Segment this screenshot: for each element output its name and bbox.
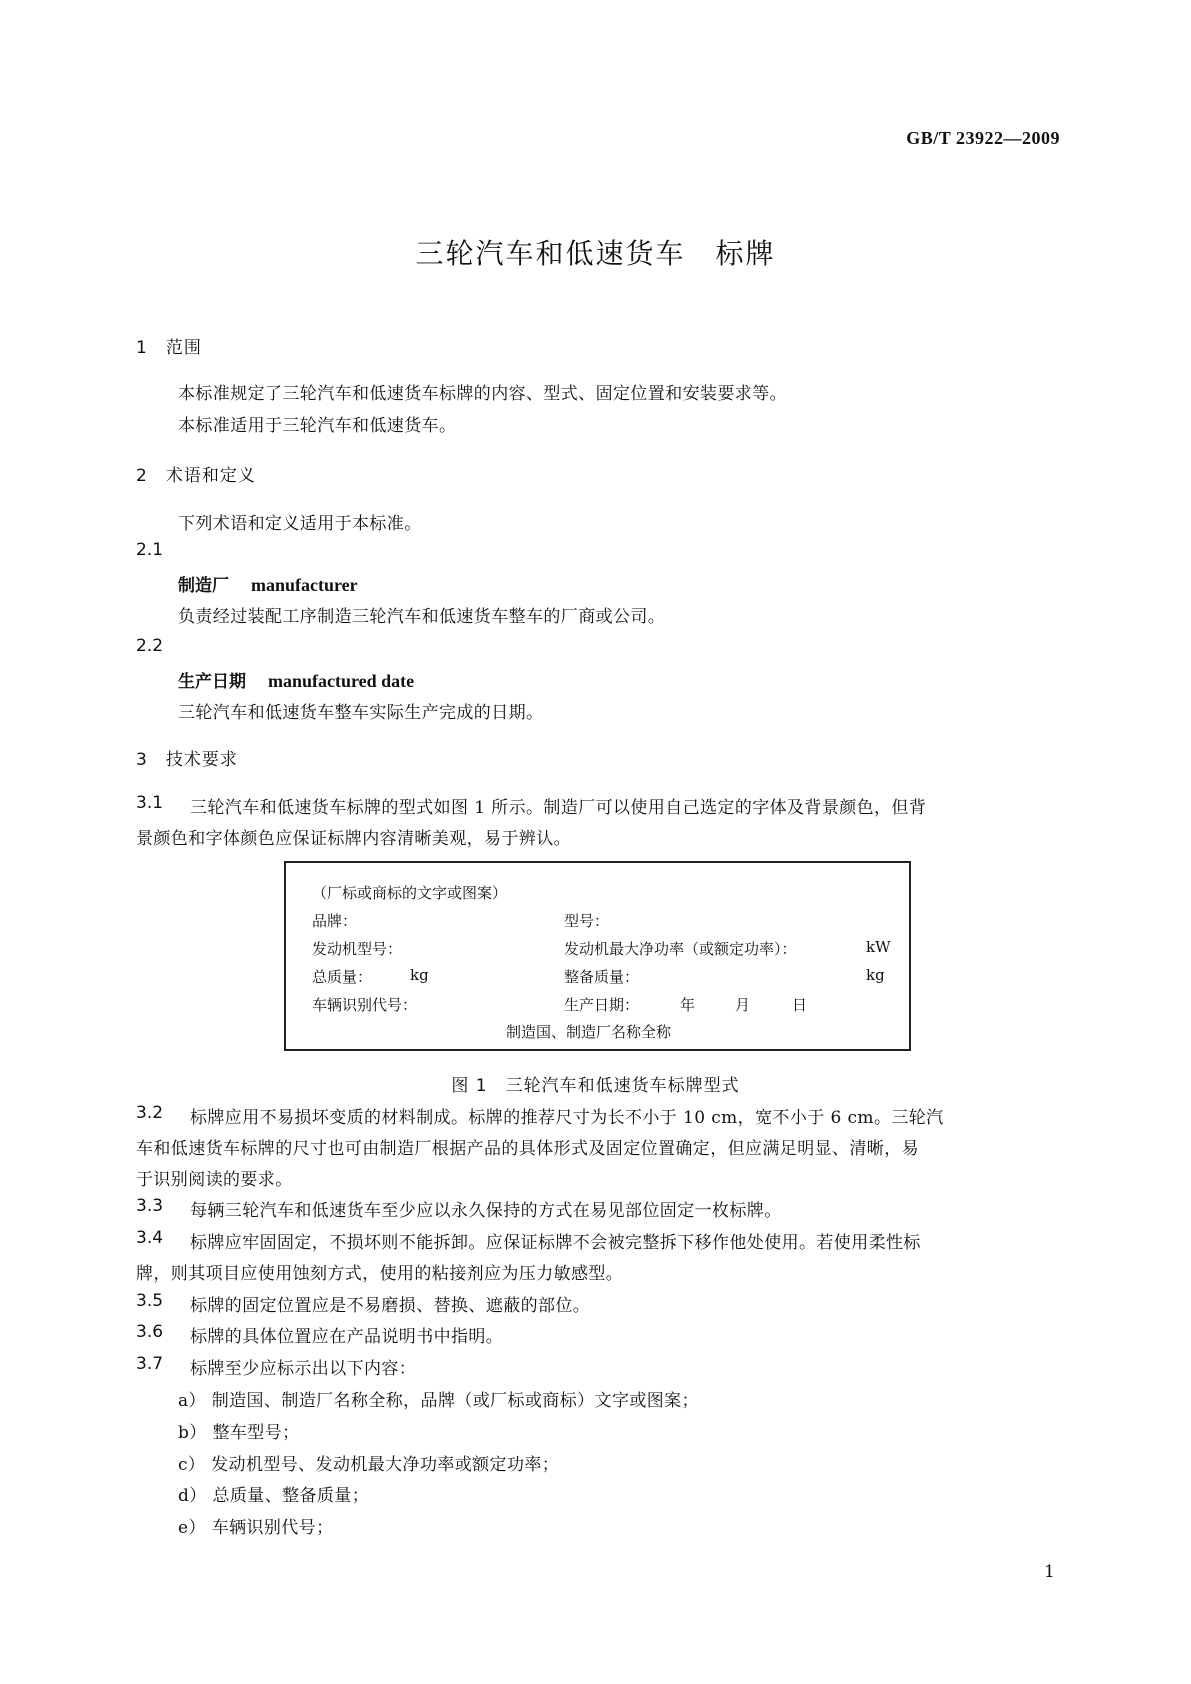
term-2-2-zh: 生产日期 <box>178 672 246 692</box>
term-2-2-number: 2.2 <box>136 636 164 656</box>
plate-production-date-label: 生产日期： <box>564 996 640 1014</box>
section-3-heading: 3 技术要求 <box>136 750 238 770</box>
section-1-paragraph-1: 本标准规定了三轮汽车和低速货车标牌的内容、型式、固定位置和安装要求等。 <box>178 384 787 404</box>
plate-curb-mass-label: 整备质量： <box>564 968 640 986</box>
nameplate-figure <box>284 861 911 1051</box>
clause-3-3-number: 3.3 <box>136 1196 164 1216</box>
plate-gross-mass-unit: kg <box>410 966 429 984</box>
clause-3-4-line-2: 牌，则其项目应使用蚀刻方式，使用的粘接剂应为压力敏感型。 <box>136 1264 624 1284</box>
clause-3-3-text: 每辆三轮汽车和低速货车至少应以永久保持的方式在易见部位固定一枚标牌。 <box>190 1201 782 1221</box>
list-item <box>178 1386 699 1411</box>
term-2-2-en: manufactured date <box>268 671 415 691</box>
clause-3-2-line-1: 标牌应用不易损坏变质的材料制成。标牌的推荐尺寸为长不小于 10 cm，宽不小于 6 cm。三轮汽 <box>190 1108 944 1128</box>
clause-3-7-text: 标牌至少应标示出以下内容： <box>190 1359 417 1379</box>
clause-3-2-number: 3.2 <box>136 1103 164 1123</box>
term-2-1-zh: 制造厂 <box>178 576 229 596</box>
list-marker: c） <box>178 1455 206 1475</box>
term-2-1-title <box>178 571 358 596</box>
clause-3-4-number: 3.4 <box>136 1228 164 1248</box>
list-item <box>178 1450 559 1475</box>
list-marker: e） <box>178 1518 206 1538</box>
list-item-text: 总质量、整备质量； <box>212 1486 370 1506</box>
list-marker: b） <box>178 1423 207 1443</box>
plate-maker-label: 制造国、制造厂名称全称 <box>506 1023 672 1041</box>
plate-kw-unit: kW <box>866 938 891 956</box>
plate-model-label: 型号： <box>564 912 610 930</box>
list-item-text: 整车型号； <box>212 1423 300 1443</box>
plate-year-label: 年 <box>680 996 696 1014</box>
plate-engine-model-label: 发动机型号： <box>312 940 403 958</box>
term-2-1-en: manufacturer <box>251 575 358 595</box>
plate-vin-label: 车辆识别代号： <box>312 996 418 1014</box>
page-number: 1 <box>1044 1562 1055 1582</box>
term-2-2-title <box>178 667 414 692</box>
section-2-intro: 下列术语和定义适用于本标准。 <box>178 514 422 534</box>
section-2-heading: 2 术语和定义 <box>136 466 256 486</box>
clause-3-1-line-2: 景颜色和字体颜色应保证标牌内容清晰美观，易于辨认。 <box>136 829 571 849</box>
list-marker: a） <box>178 1391 206 1411</box>
clause-3-5-text: 标牌的固定位置应是不易磨损、替换、遮蔽的部位。 <box>190 1296 591 1316</box>
list-item <box>178 1418 300 1443</box>
standard-number: GB/T 23922—2009 <box>906 128 1060 148</box>
term-2-1-definition: 负责经过装配工序制造三轮汽车和低速货车整车的厂商或公司。 <box>178 607 666 627</box>
plate-month-label: 月 <box>735 996 751 1014</box>
term-2-2-definition: 三轮汽车和低速货车整车实际生产完成的日期。 <box>178 703 544 723</box>
document-title: 三轮汽车和低速货车 标牌 <box>415 237 776 270</box>
clause-3-1-number: 3.1 <box>136 793 164 813</box>
clause-3-4-line-1: 标牌应牢固固定，不损坏则不能拆卸。应保证标牌不会被完整拆下移作他处使用。若使用柔性标 <box>190 1233 921 1253</box>
list-item-text: 制造国、制造厂名称全称，品牌（或厂标或商标）文字或图案； <box>211 1391 699 1411</box>
clause-3-7-number: 3.7 <box>136 1354 164 1374</box>
list-item <box>178 1513 334 1538</box>
list-marker: d） <box>178 1486 207 1506</box>
section-1-paragraph-2: 本标准适用于三轮汽车和低速货车。 <box>178 416 457 436</box>
clause-3-6-text: 标牌的具体位置应在产品说明书中指明。 <box>190 1327 504 1347</box>
plate-gross-mass-label: 总质量： <box>312 968 373 986</box>
plate-logo-placeholder: （厂标或商标的文字或图案） <box>312 884 508 902</box>
list-item-text: 车辆识别代号； <box>211 1518 334 1538</box>
list-item <box>178 1481 369 1506</box>
figure-1-caption: 图 1 三轮汽车和低速货车标牌型式 <box>451 1076 740 1096</box>
term-2-1-number: 2.1 <box>136 540 164 560</box>
plate-brand-label: 品牌： <box>312 912 358 930</box>
section-1-heading: 1 范围 <box>136 338 202 358</box>
plate-engine-power-label: 发动机最大净功率（或额定功率）： <box>564 940 797 958</box>
clause-3-6-number: 3.6 <box>136 1322 164 1342</box>
plate-day-label: 日 <box>792 996 808 1014</box>
clause-3-2-line-3: 于识别阅读的要求。 <box>136 1170 293 1190</box>
clause-3-2-line-2: 车和低速货车标牌的尺寸也可由制造厂根据产品的具体形式及固定位置确定，但应满足明显、清晰，易 <box>136 1139 919 1159</box>
plate-curb-mass-unit: kg <box>866 966 885 984</box>
clause-3-1-line-1: 三轮汽车和低速货车标牌的型式如图 1 所示。制造厂可以使用自己选定的字体及背景颜色，但背 <box>190 798 927 818</box>
clause-3-5-number: 3.5 <box>136 1291 164 1311</box>
list-item-text: 发动机型号、发动机最大净功率或额定功率； <box>211 1455 560 1475</box>
